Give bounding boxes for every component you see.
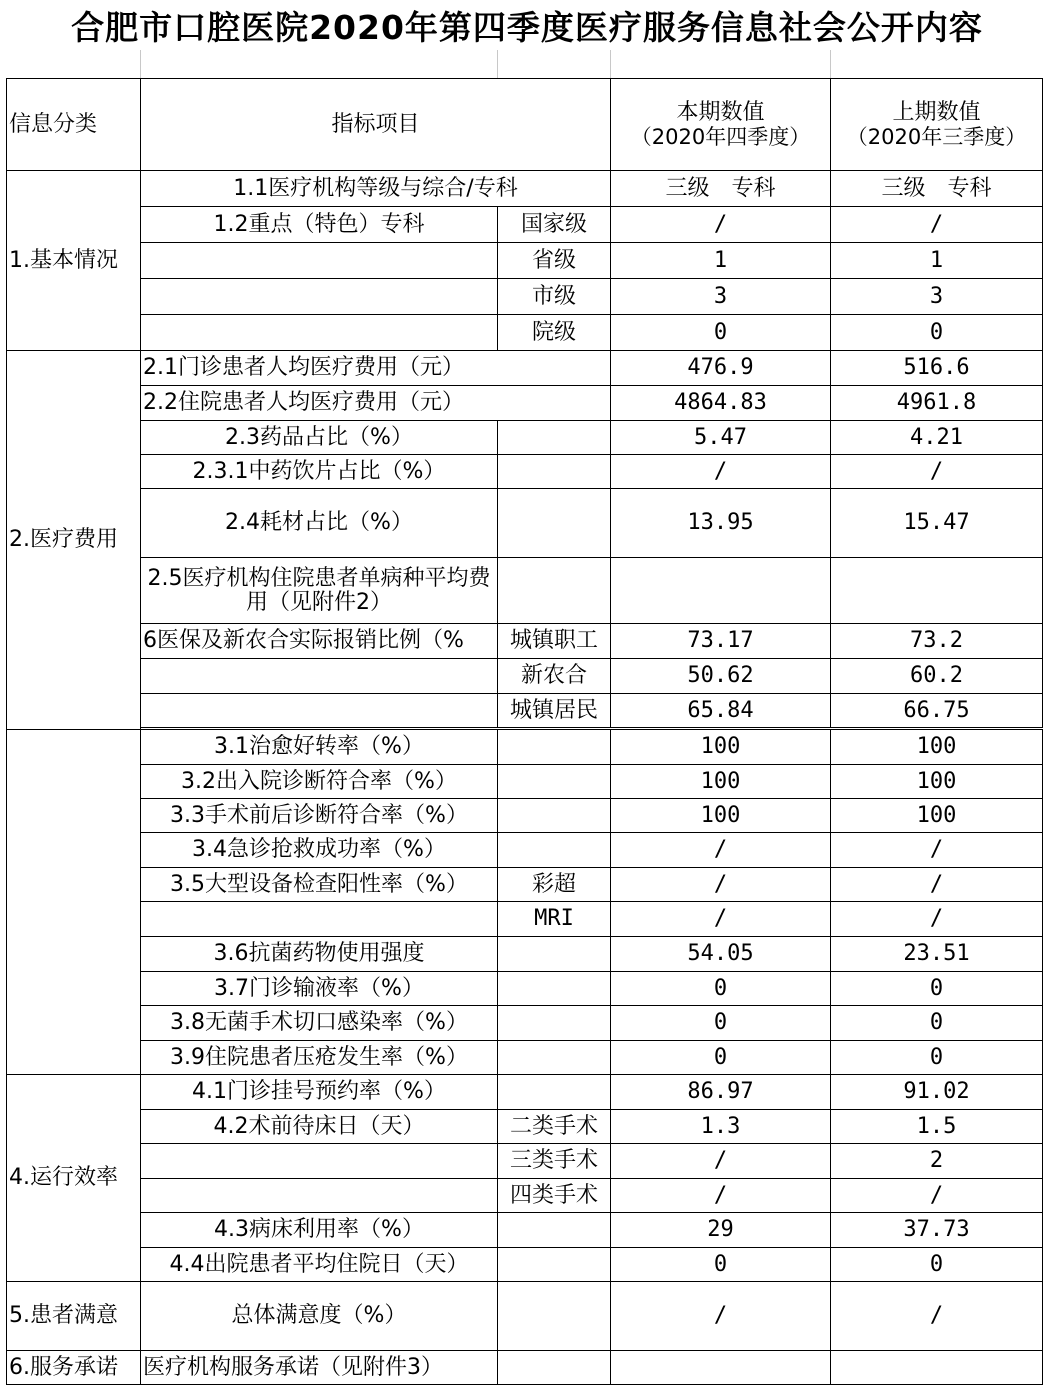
indicator-cell: 6医保及新农合实际报销比例（% (141, 624, 498, 659)
indicator-cell (141, 902, 498, 937)
indicator-cell (141, 243, 498, 279)
current-value: 0 (611, 1006, 831, 1041)
previous-value: 0 (831, 1248, 1043, 1282)
previous-value: / (831, 1179, 1043, 1213)
sub-item-cell: MRI (498, 902, 611, 937)
sub-item-cell (498, 1075, 611, 1110)
current-value: / (611, 1179, 831, 1213)
table-row (7, 833, 1043, 868)
previous-value: 23.51 (831, 937, 1043, 972)
sub-item-cell (498, 972, 611, 1006)
current-value: 65.84 (611, 694, 831, 728)
current-value: 476.9 (611, 351, 831, 386)
sub-item-cell (498, 1041, 611, 1075)
current-value: 0 (611, 315, 831, 351)
current-value: / (611, 455, 831, 489)
sub-item-cell (498, 1213, 611, 1248)
current-value: 0 (611, 1248, 831, 1282)
sub-item-cell: 国家级 (498, 207, 611, 243)
indicator-cell: 3.6抗菌药物使用强度 (141, 937, 498, 972)
indicator-cell: 2.2住院患者人均医疗费用（元） (141, 386, 611, 421)
category-operating-efficiency: 4.运行效率 (7, 1075, 141, 1282)
previous-value: 0 (831, 972, 1043, 1006)
table-row (7, 659, 1043, 694)
sub-item-cell (498, 455, 611, 489)
previous-value: 0 (831, 1006, 1043, 1041)
previous-value: 4.21 (831, 421, 1043, 455)
table-row (7, 351, 1043, 386)
sub-item-cell (498, 1282, 611, 1351)
sub-item-cell (498, 558, 611, 624)
header-previous (831, 79, 1043, 171)
current-value: 0 (611, 972, 831, 1006)
indicator-cell (141, 1144, 498, 1179)
indicator-cell: 2.1门诊患者人均医疗费用（元） (141, 351, 611, 386)
sub-item-cell (498, 1006, 611, 1041)
sub-item-cell (498, 730, 611, 765)
table-row (7, 171, 1043, 207)
previous-value: / (831, 207, 1043, 243)
table-row (7, 1041, 1043, 1075)
sub-item-cell: 四类手术 (498, 1179, 611, 1213)
current-value: / (611, 1144, 831, 1179)
table-row (7, 765, 1043, 799)
previous-value: 0 (831, 1041, 1043, 1075)
previous-value (831, 558, 1043, 624)
current-value: 54.05 (611, 937, 831, 972)
table-row (7, 624, 1043, 659)
category-basic-info: 1.基本情况 (7, 171, 141, 351)
table-row (7, 315, 1043, 351)
table-row (7, 1075, 1043, 1110)
previous-value: 0 (831, 315, 1043, 351)
indicator-cell (141, 1179, 498, 1213)
table-row (7, 243, 1043, 279)
indicator-cell: 3.2出入院诊断符合率（%） (141, 765, 498, 799)
previous-value: 3 (831, 279, 1043, 315)
current-value: 13.95 (611, 489, 831, 558)
previous-value: / (831, 868, 1043, 902)
sub-item-cell (498, 421, 611, 455)
table-row (7, 1110, 1043, 1144)
current-value: 1 (611, 243, 831, 279)
table-row (7, 799, 1043, 833)
previous-value: 100 (831, 730, 1043, 765)
current-value (611, 558, 831, 624)
table-row (7, 694, 1043, 728)
previous-value: 15.47 (831, 489, 1043, 558)
category-medical-quality (7, 730, 141, 1075)
current-value: / (611, 833, 831, 868)
sub-item-cell: 院级 (498, 315, 611, 351)
indicator-cell: 4.3病床利用率（%） (141, 1213, 498, 1248)
table-row (7, 868, 1043, 902)
sub-item-cell: 城镇职工 (498, 624, 611, 659)
indicator-cell: 3.8无菌手术切口感染率（%） (141, 1006, 498, 1041)
table-row (7, 279, 1043, 315)
previous-value: / (831, 1282, 1043, 1351)
previous-value: 2 (831, 1144, 1043, 1179)
sub-item-cell: 二类手术 (498, 1110, 611, 1144)
sub-item-cell: 新农合 (498, 659, 611, 694)
indicator-cell: 1.1医疗机构等级与综合/专科 (141, 171, 611, 207)
table-row (7, 1351, 1043, 1385)
current-value: 100 (611, 799, 831, 833)
table-row (7, 455, 1043, 489)
header-category: 信息分类 (7, 79, 141, 171)
table-row (7, 489, 1043, 558)
sub-item-cell (498, 799, 611, 833)
category-patient-satisfaction: 5.患者满意 (7, 1282, 141, 1351)
indicator-cell: 3.9住院患者压疮发生率（%） (141, 1041, 498, 1075)
table-row (7, 902, 1043, 937)
table-row (7, 1282, 1043, 1351)
current-value: 86.97 (611, 1075, 831, 1110)
current-value: / (611, 868, 831, 902)
table-row (7, 207, 1043, 243)
indicator-cell: 医疗机构服务承诺（见附件3） (141, 1351, 498, 1385)
indicator-cell: 2.3.1中药饮片占比（%） (141, 455, 498, 489)
header-current-label: 本期数值 (676, 99, 765, 125)
indicator-cell: 3.7门诊输液率（%） (141, 972, 498, 1006)
previous-value: 100 (831, 765, 1043, 799)
indicator-cell: 1.2重点（特色）专科 (141, 207, 498, 243)
previous-value (831, 1351, 1043, 1385)
current-value: / (611, 1282, 831, 1351)
indicator-cell (141, 279, 498, 315)
current-value: 73.17 (611, 624, 831, 659)
sub-item-cell (498, 833, 611, 868)
indicator-cell: 4.1门诊挂号预约率（%） (141, 1075, 498, 1110)
previous-value: 516.6 (831, 351, 1043, 386)
sub-item-cell (498, 489, 611, 558)
spreadsheet-blank-row (0, 50, 1054, 78)
indicator-cell: 3.5大型设备检查阳性率（%） (141, 868, 498, 902)
table-header-row (7, 79, 1043, 171)
sub-item-cell: 彩超 (498, 868, 611, 902)
table-row (7, 386, 1043, 421)
header-previous-period: （2020年三季度） (846, 125, 1027, 150)
current-value: 100 (611, 730, 831, 765)
previous-value: 1.5 (831, 1110, 1043, 1144)
previous-value: 100 (831, 799, 1043, 833)
table-row (7, 1144, 1043, 1179)
current-value: 0 (611, 1041, 831, 1075)
sub-item-cell: 省级 (498, 243, 611, 279)
table-row (7, 558, 1043, 624)
previous-value: / (831, 902, 1043, 937)
page-title: 合肥市口腔医院2020年第四季度医疗服务信息社会公开内容 (71, 7, 983, 47)
indicator-cell: 2.3药品占比（%） (141, 421, 498, 455)
indicator-cell (141, 315, 498, 351)
header-previous-label: 上期数值 (892, 99, 981, 125)
current-value: 3 (611, 279, 831, 315)
indicator-cell (141, 659, 498, 694)
indicator-cell: 2.5医疗机构住院患者单病种平均费用（见附件2） (141, 558, 498, 624)
indicator-cell: 4.2术前待床日（天） (141, 1110, 498, 1144)
indicator-cell: 4.4出院患者平均住院日（天） (141, 1248, 498, 1282)
current-value: 100 (611, 765, 831, 799)
previous-value: / (831, 455, 1043, 489)
header-indicator: 指标项目 (141, 79, 611, 171)
current-value: / (611, 902, 831, 937)
previous-value: 73.2 (831, 624, 1043, 659)
previous-value: / (831, 833, 1043, 868)
previous-value: 91.02 (831, 1075, 1043, 1110)
disclosure-table (6, 78, 1043, 1385)
current-value: 1.3 (611, 1110, 831, 1144)
sub-item-cell: 市级 (498, 279, 611, 315)
table-row (7, 1248, 1043, 1282)
sub-item-cell (498, 937, 611, 972)
sub-item-cell (498, 1248, 611, 1282)
indicator-cell: 2.4耗材占比（%） (141, 489, 498, 558)
sub-item-cell (498, 765, 611, 799)
table-row (7, 730, 1043, 765)
previous-value: 66.75 (831, 694, 1043, 728)
sub-item-cell: 城镇居民 (498, 694, 611, 728)
current-value: 29 (611, 1213, 831, 1248)
previous-value: 4961.8 (831, 386, 1043, 421)
current-value (611, 1351, 831, 1385)
table-row (7, 1213, 1043, 1248)
indicator-cell: 总体满意度（%） (141, 1282, 498, 1351)
sub-item-cell (498, 1351, 611, 1385)
category-service-commitment: 6.服务承诺 (7, 1351, 141, 1385)
previous-value: 三级 专科 (831, 171, 1043, 207)
header-current-period: （2020年四季度） (630, 125, 811, 150)
category-medical-costs: 2.医疗费用 (7, 351, 141, 730)
previous-value: 60.2 (831, 659, 1043, 694)
header-current (611, 79, 831, 171)
current-value: 三级 专科 (611, 171, 831, 207)
indicator-cell (141, 694, 498, 728)
previous-value: 37.73 (831, 1213, 1043, 1248)
indicator-cell: 3.3手术前后诊断符合率（%） (141, 799, 498, 833)
table-row (7, 421, 1043, 455)
indicator-cell: 3.4急诊抢救成功率（%） (141, 833, 498, 868)
current-value: 5.47 (611, 421, 831, 455)
current-value: 4864.83 (611, 386, 831, 421)
table-row (7, 937, 1043, 972)
table-row (7, 1179, 1043, 1213)
current-value: 50.62 (611, 659, 831, 694)
table-row (7, 972, 1043, 1006)
table-row (7, 1006, 1043, 1041)
current-value: / (611, 207, 831, 243)
sub-item-cell: 三类手术 (498, 1144, 611, 1179)
indicator-cell: 3.1治愈好转率（%） (141, 730, 498, 765)
previous-value: 1 (831, 243, 1043, 279)
